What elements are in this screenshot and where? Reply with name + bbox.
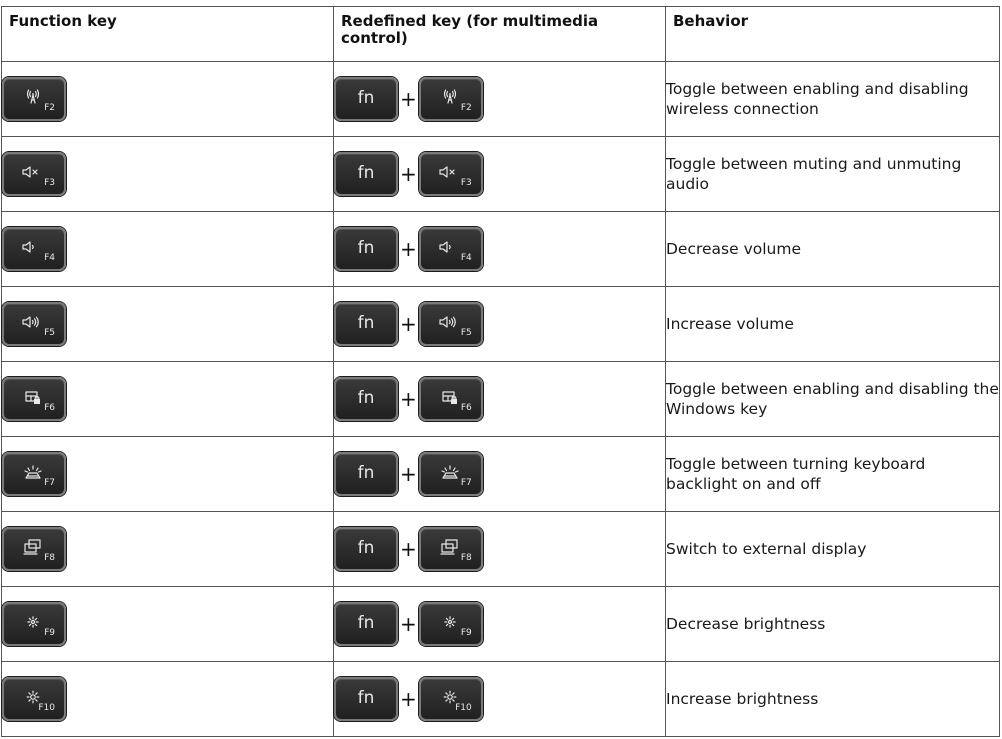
key-f2 bbox=[419, 77, 483, 121]
key-f5 bbox=[419, 302, 483, 346]
fn-key-label: fn bbox=[357, 387, 375, 408]
key-combination bbox=[334, 527, 665, 571]
fn-key bbox=[334, 452, 398, 496]
key-label: F9 bbox=[44, 628, 55, 638]
key-label: F7 bbox=[44, 478, 55, 488]
keyboard-backlight-icon bbox=[20, 463, 46, 481]
key-f4 bbox=[2, 227, 66, 271]
key-combination bbox=[334, 227, 665, 271]
key-label: F3 bbox=[460, 178, 472, 188]
key-f6 bbox=[2, 377, 66, 421]
volume-down-icon bbox=[437, 238, 463, 256]
key-combination bbox=[334, 677, 665, 721]
key-f6 bbox=[419, 377, 483, 421]
header-function-key: Function key bbox=[2, 7, 334, 62]
key-label: F10 bbox=[38, 703, 55, 713]
key-label: F8 bbox=[460, 553, 472, 563]
fn-key-label: fn bbox=[357, 537, 375, 558]
table-row bbox=[2, 662, 1000, 737]
volume-down-icon bbox=[20, 238, 46, 256]
plus-sign: + bbox=[400, 387, 417, 411]
fn-key-label: fn bbox=[357, 612, 375, 633]
fn-key bbox=[334, 527, 398, 571]
external-display-icon bbox=[20, 538, 46, 556]
fn-key bbox=[334, 602, 398, 646]
key-f8 bbox=[419, 527, 483, 571]
function-key-cell bbox=[2, 437, 334, 512]
fn-key-label: fn bbox=[357, 237, 375, 258]
table-row bbox=[2, 287, 1000, 362]
fn-key-label: fn bbox=[357, 687, 375, 708]
table-row bbox=[2, 587, 1000, 662]
key-label: F5 bbox=[460, 328, 472, 338]
behavior-cell: Switch to external display bbox=[666, 512, 1000, 587]
key-combination bbox=[334, 152, 665, 196]
key-label: F10 bbox=[455, 703, 472, 713]
key-f8 bbox=[2, 527, 66, 571]
redefined-key-cell bbox=[334, 137, 666, 212]
key-f3 bbox=[419, 152, 483, 196]
plus-sign: + bbox=[400, 687, 417, 711]
plus-sign: + bbox=[400, 87, 417, 111]
fn-key-label: fn bbox=[357, 312, 375, 333]
key-f7 bbox=[419, 452, 483, 496]
fn-key bbox=[334, 227, 398, 271]
volume-up-icon bbox=[20, 313, 46, 331]
table-header-row bbox=[2, 7, 1000, 62]
header-behavior: Behavior bbox=[666, 7, 1000, 62]
redefined-key-cell bbox=[334, 587, 666, 662]
function-key-cell bbox=[2, 587, 334, 662]
wireless-icon bbox=[20, 88, 46, 106]
key-f4 bbox=[419, 227, 483, 271]
function-key-table bbox=[1, 6, 1000, 737]
key-f10 bbox=[419, 677, 483, 721]
redefined-key-cell bbox=[334, 662, 666, 737]
function-key-cell bbox=[2, 362, 334, 437]
key-label: F3 bbox=[44, 178, 55, 188]
key-label: F2 bbox=[460, 103, 472, 113]
fn-key-label: fn bbox=[357, 87, 375, 108]
table-row bbox=[2, 437, 1000, 512]
function-key-cell bbox=[2, 137, 334, 212]
key-f10 bbox=[2, 677, 66, 721]
plus-sign: + bbox=[400, 612, 417, 636]
plus-sign: + bbox=[400, 237, 417, 261]
table-row bbox=[2, 362, 1000, 437]
key-label: F2 bbox=[44, 103, 55, 113]
behavior-cell: Decrease brightness bbox=[666, 587, 1000, 662]
mute-icon bbox=[437, 163, 463, 181]
table-row bbox=[2, 512, 1000, 587]
key-f5 bbox=[2, 302, 66, 346]
plus-sign: + bbox=[400, 312, 417, 336]
key-label: F4 bbox=[460, 253, 472, 263]
fn-key bbox=[334, 677, 398, 721]
header-redefined-key: Redefined key (for multimedia control) bbox=[334, 7, 666, 62]
behavior-cell: Decrease volume bbox=[666, 212, 1000, 287]
plus-sign: + bbox=[400, 537, 417, 561]
key-combination bbox=[334, 377, 665, 421]
table-row bbox=[2, 62, 1000, 137]
plus-sign: + bbox=[400, 462, 417, 486]
behavior-cell: Toggle between enabling and disabling the Windows key bbox=[666, 362, 1000, 437]
function-key-cell bbox=[2, 662, 334, 737]
table-row bbox=[2, 212, 1000, 287]
key-f9 bbox=[419, 602, 483, 646]
behavior-cell: Toggle between muting and unmuting audio bbox=[666, 137, 1000, 212]
redefined-key-cell bbox=[334, 287, 666, 362]
key-label: F7 bbox=[460, 478, 472, 488]
redefined-key-cell bbox=[334, 362, 666, 437]
brightness-down-icon bbox=[437, 613, 463, 631]
fn-key bbox=[334, 302, 398, 346]
key-label: F6 bbox=[44, 403, 55, 413]
key-label: F6 bbox=[460, 403, 472, 413]
function-key-cell bbox=[2, 512, 334, 587]
function-key-cell bbox=[2, 212, 334, 287]
key-combination bbox=[334, 602, 665, 646]
redefined-key-cell bbox=[334, 212, 666, 287]
external-display-icon bbox=[437, 538, 463, 556]
key-f2 bbox=[2, 77, 66, 121]
behavior-cell: Toggle between enabling and disabling wireless connection bbox=[666, 62, 1000, 137]
redefined-key-cell bbox=[334, 62, 666, 137]
key-label: F9 bbox=[460, 628, 472, 638]
function-key-cell bbox=[2, 287, 334, 362]
volume-up-icon bbox=[437, 313, 463, 331]
key-combination bbox=[334, 77, 665, 121]
key-label: F5 bbox=[44, 328, 55, 338]
wireless-icon bbox=[437, 88, 463, 106]
brightness-down-icon bbox=[20, 613, 46, 631]
key-f9 bbox=[2, 602, 66, 646]
windows-lock-icon bbox=[20, 388, 46, 406]
behavior-cell: Increase volume bbox=[666, 287, 1000, 362]
key-combination bbox=[334, 302, 665, 346]
key-combination bbox=[334, 452, 665, 496]
key-f3 bbox=[2, 152, 66, 196]
redefined-key-cell bbox=[334, 437, 666, 512]
behavior-cell: Increase brightness bbox=[666, 662, 1000, 737]
table-row bbox=[2, 137, 1000, 212]
redefined-key-cell bbox=[334, 512, 666, 587]
behavior-cell: Toggle between turning keyboard backlight on and off bbox=[666, 437, 1000, 512]
windows-lock-icon bbox=[437, 388, 463, 406]
fn-key-label: fn bbox=[357, 462, 375, 483]
function-key-cell bbox=[2, 62, 334, 137]
fn-key bbox=[334, 152, 398, 196]
plus-sign: + bbox=[400, 162, 417, 186]
key-f7 bbox=[2, 452, 66, 496]
fn-key bbox=[334, 377, 398, 421]
fn-key-label: fn bbox=[357, 162, 375, 183]
mute-icon bbox=[20, 163, 46, 181]
key-label: F8 bbox=[44, 553, 55, 563]
fn-key bbox=[334, 77, 398, 121]
keyboard-backlight-icon bbox=[437, 463, 463, 481]
key-label: F4 bbox=[44, 253, 55, 263]
